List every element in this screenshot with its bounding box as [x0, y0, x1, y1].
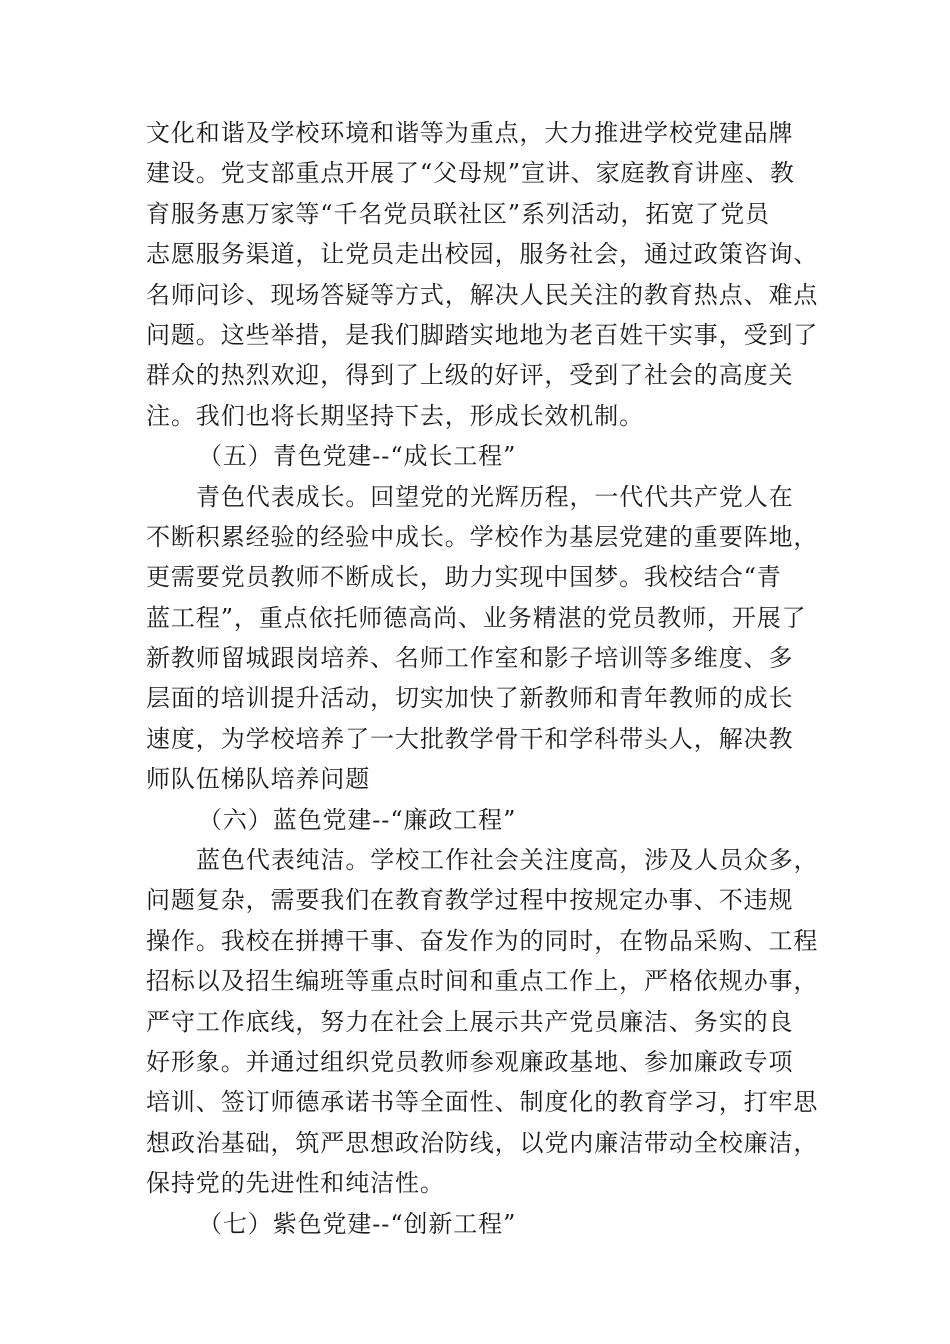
- paragraph-line: 建设。党支部重点开展了“父母规”宣讲、家庭教育讲座、教: [146, 159, 795, 188]
- section-heading: （七）紫色党建--“创新工程”: [198, 1209, 517, 1238]
- paragraph-line: 招标以及招生编班等重点时间和重点工作上，严格依规办事，: [146, 967, 819, 996]
- section-heading: （六）蓝色党建--“廉政工程”: [198, 805, 517, 834]
- paragraph-line: 蓝工程”，重点依托师德高尚、业务精湛的党员教师，开展了: [146, 603, 807, 632]
- paragraph-line: 文化和谐及学校环境和谐等为重点，大力推进学校党建品牌: [146, 119, 794, 147]
- paragraph-line: 想政治基础，筑严思想政治防线，以党内廉洁带动全校廉洁，: [146, 1128, 819, 1157]
- paragraph-line: 更需要党员教师不断成长，助力实现中国梦。我校结合“青: [146, 563, 782, 592]
- paragraph-line: 志愿服务渠道，让党员走出校园，服务社会，通过政策咨询、: [146, 240, 819, 269]
- paragraph-line: 速度，为学校培养了一大批教学骨干和学科带头人，解决教: [146, 724, 794, 753]
- paragraph-line: 名师问诊、现场答疑等方式，解决人民关注的教育热点、难点: [146, 280, 819, 309]
- paragraph-line: 蓝色代表纯洁。学校工作社会关注度高，涉及人员众多，: [196, 846, 819, 875]
- document-body: [146, 113, 826, 1244]
- paragraph-line: 新教师留城跟岗培养、名师工作室和影子培训等多维度、多: [146, 644, 794, 673]
- paragraph-line: 问题复杂，需要我们在教育教学过程中按规定办事、不违规: [146, 886, 794, 915]
- paragraph-line: 保持党的先进性和纯洁性。: [146, 1169, 445, 1198]
- paragraph-line: 师队伍梯队培养问题: [146, 765, 371, 794]
- paragraph-line: 不断积累经验的经验中成长。学校作为基层党建的重要阵地，: [146, 522, 819, 551]
- paragraph-line: 群众的热烈欢迎，得到了上级的好评，受到了社会的高度关: [146, 361, 794, 390]
- paragraph-line: 青色代表成长。回望党的光辉历程，一代代共产党人在: [196, 482, 794, 511]
- paragraph-line: 严守工作底线，努力在社会上展示共产党员廉洁、务实的良: [146, 1007, 794, 1036]
- paragraph-line: 注。我们也将长期坚持下去，形成长效机制。: [146, 401, 644, 430]
- section-heading: （五）青色党建--“成长工程”: [198, 442, 517, 471]
- paragraph-line: 操作。我校在拼搏干事、奋发作为的同时，在物品采购、工程: [146, 926, 819, 955]
- paragraph-line: 层面的培训提升活动，切实加快了新教师和青年教师的成长: [146, 684, 794, 713]
- paragraph-line: 问题。这些举措，是我们脚踏实地地为老百姓干实事，受到了: [146, 320, 819, 349]
- paragraph-line: 培训、签订师德承诺书等全面性、制度化的教育学习，打牢思: [146, 1088, 819, 1117]
- paragraph-line: 育服务惠万家等“千名党员联社区”系列活动，拓宽了党员: [146, 199, 770, 228]
- paragraph-line: 好形象。并通过组织党员教师参观廉政基地、参加廉政专项: [146, 1047, 794, 1076]
